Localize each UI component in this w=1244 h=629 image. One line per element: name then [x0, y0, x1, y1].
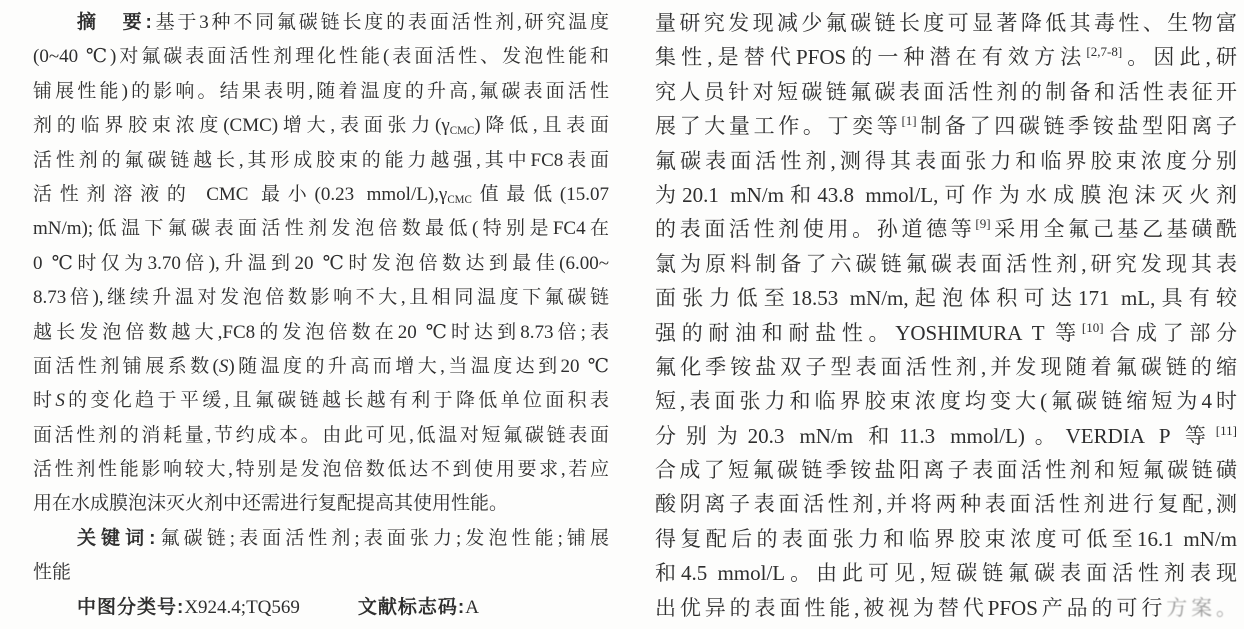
text-line — [33, 109, 609, 143]
text-line — [33, 384, 609, 418]
text-line — [655, 75, 1237, 109]
text-segment: 氟碳链;表面活性剂;表面张力;发泡性能;铺展 — [156, 527, 609, 549]
text-segment: 越长发泡倍数越大,FC8的发泡倍数在20 ℃时达到8.73倍;表 — [33, 321, 609, 343]
text-line — [655, 487, 1237, 521]
text-segment: 强的耐油和耐盐性。YOSHIMURA T 等[10]合成了部分 — [655, 319, 1237, 345]
field-label: 摘 要: — [77, 12, 153, 33]
body-text-column — [655, 0, 1237, 625]
text-segment: 合成了短氟碳链季铵盐阳离子表面活性剂和短氟碳链磺 — [655, 458, 1237, 483]
text-line — [655, 591, 1237, 625]
text-segment: 性能 — [33, 562, 72, 584]
text-line — [655, 247, 1237, 281]
text-segment: 0 ℃时仅为3.70倍),升温到20 ℃时发泡倍数达到最佳(6.00~ — [33, 252, 609, 274]
text-segment: 面活性剂铺展系数( — [33, 355, 219, 377]
text-line — [33, 281, 609, 315]
text-segment: 为20.1 mN/m和43.8 mmol/L,可作为水成膜泡沫灭火剂 — [655, 182, 1237, 207]
text-segment: 活性剂性能影响较大,特别是发泡倍数低达不到使用要求,若应 — [33, 459, 609, 481]
text-segment: 和4.5 mmol/L。由此可见,短碳链氟碳表面活性剂表现 — [655, 561, 1237, 586]
text-segment: 展了大量工作。丁奕等[1]制备了四碳链季铵盐型阳离子 — [655, 113, 1237, 139]
text-line — [33, 212, 609, 246]
text-segment: 基于3种不同氟碳链长度的表面活性剂,研究温度 — [152, 12, 609, 33]
text-segment: 时 — [33, 390, 56, 412]
text-segment: 出优异的表面性能,被视为替代PFOS产品的可行 — [655, 595, 1167, 620]
field-label: 中图分类号: — [77, 596, 185, 618]
text-segment: )随温度的升高而增大,当温度达到20 ℃ — [228, 355, 609, 377]
text-line — [33, 40, 609, 74]
text-segment: (0~40 ℃)对氟碳表面活性剂理化性能(表面活性、发泡性能和 — [33, 46, 609, 68]
field-label: 文献标志码: — [357, 596, 466, 618]
text-segment: S — [55, 390, 65, 412]
text-line — [655, 109, 1237, 143]
text-line — [33, 487, 609, 521]
text-segment: 集性,是替代PFOS的一种潜在有效方法[2,7-8]。因此,研 — [655, 44, 1237, 70]
abstract-column — [33, 0, 609, 625]
text-segment: mN/m);低温下氟碳表面活性剂发泡倍数最低(特别是FC4在 — [33, 218, 609, 240]
text-line — [655, 522, 1237, 556]
text-line — [655, 453, 1237, 487]
text-line — [33, 6, 609, 40]
text-line — [33, 419, 609, 453]
text-segment: X924.4;TQ569 — [184, 596, 300, 618]
text-segment: 短,表面张力和临界胶束浓度均变大(氟碳链缩短为4时 — [655, 389, 1237, 414]
text-line — [655, 212, 1237, 246]
text-line — [33, 247, 609, 281]
text-line — [655, 178, 1237, 212]
text-segment: 方案。 — [1166, 595, 1237, 620]
text-line — [655, 281, 1237, 315]
field-label: 关键词: — [77, 527, 157, 549]
text-segment: 面活性剂的消耗量,节约成本。由此可见,低温对短氟碳链表面 — [33, 424, 609, 446]
text-line — [33, 591, 609, 625]
text-line — [33, 75, 609, 109]
text-segment: 量研究发现减少氟碳链长度可显著降低其毒性、生物富 — [655, 11, 1237, 35]
text-line — [655, 144, 1237, 178]
text-line — [655, 384, 1237, 418]
text-segment: 铺展性能)的影响。结果表明,随着温度的升高,氟碳表面活性 — [33, 80, 609, 102]
text-segment: 活性剂的氟碳链越长,其形成胶束的能力越强,其中FC8表面 — [33, 149, 609, 171]
text-segment: 剂的临界胶束浓度(CMC)增大,表面张力$(\gamma_{CMC})$降低,且表面 — [33, 115, 609, 137]
text-segment: 活性剂溶液的 CMC 最小(0.23 mmol/$L),\gamma_{CMC}$值最低(15.07 — [33, 183, 609, 206]
text-segment: S — [218, 355, 229, 377]
text-segment: 酸阴离子表面活性剂,并将两种表面活性剂进行复配,测 — [655, 492, 1237, 517]
text-segment: 氟碳表面活性剂,测得其表面张力和临界胶束浓度分别 — [655, 148, 1237, 173]
text-line — [33, 522, 609, 556]
text-line — [33, 556, 609, 590]
text-line — [655, 556, 1237, 590]
text-segment: 面张力低至18.53 mN/m,起泡体积可达171 mL,具有较 — [655, 286, 1237, 311]
text-line — [33, 178, 609, 212]
text-line — [655, 419, 1237, 453]
text-segment: A — [465, 596, 479, 618]
text-segment: 分别为20.3 mN/m 和11.3 mmol/L)。VERDIA P 等[11] — [655, 422, 1237, 448]
text-segment: 的表面活性剂使用。孙道德等[9]采用全氟己基乙基磺酰 — [655, 216, 1237, 242]
text-line — [33, 350, 609, 384]
text-segment: 究人员针对短碳链氟碳表面活性剂的制备和活性表征开 — [655, 79, 1237, 104]
text-line — [33, 144, 609, 178]
text-line — [655, 316, 1237, 350]
text-segment: 氟化季铵盐双子型表面活性剂,并发现随着氟碳链的缩 — [655, 354, 1237, 379]
text-line — [655, 40, 1237, 74]
text-line — [655, 6, 1237, 40]
text-segment: 氯为原料制备了六碳链氟碳表面活性剂,研究发现其表 — [655, 251, 1237, 276]
text-segment: 用在水成膜泡沫灭火剂中还需进行复配提高其使用性能。 — [33, 493, 509, 515]
text-line — [655, 350, 1237, 384]
text-line — [33, 316, 609, 350]
text-segment: 8.73倍),继续升温对发泡倍数影响不大,且相同温度下氟碳链 — [33, 287, 609, 309]
text-line — [33, 453, 609, 487]
text-segment: 得复配后的表面张力和临界胶束浓度可低至16.1 mN/m — [655, 526, 1237, 551]
text-segment: 的变化趋于平缓,且氟碳链越长越有利于降低单位面积表 — [64, 390, 609, 412]
